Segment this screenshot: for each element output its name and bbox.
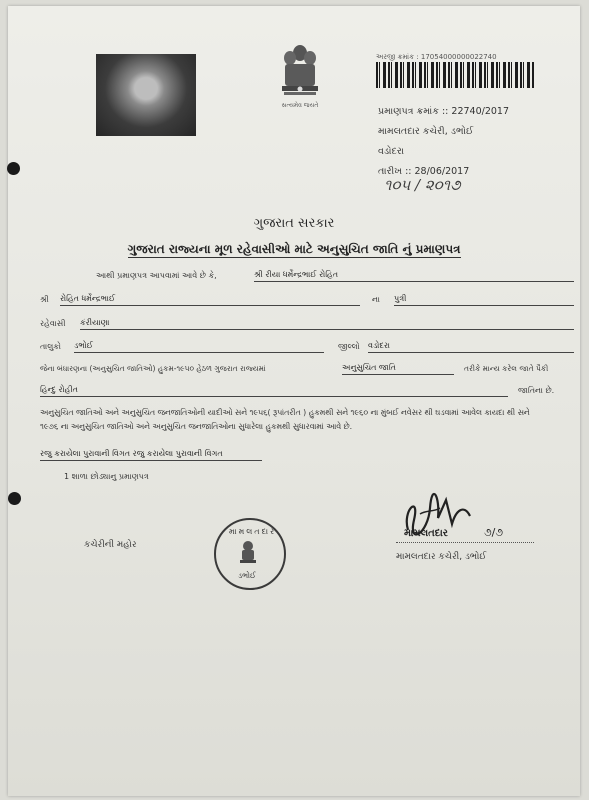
caste: હિન્દુ રોહીત [40,385,508,397]
caste-suffix: જાતિના છે. [518,386,555,395]
emblem-motto: સત્યમેવ જયતે [281,102,319,109]
certificate-number: પ્રમાણપત્ર ક્રમાંક :: 22740/2017 [378,106,509,117]
recognized-text: તરીકે માન્ય કરેલ જાતે પૈકી [464,364,549,373]
state-heading: ગુજરાત સરકાર [253,216,335,231]
shri-label: શ્રી [40,295,49,304]
taluka-label: તાલુકો [40,342,61,351]
seal-emblem-icon [238,540,258,566]
taluka: ડભોઈ [74,341,324,353]
signature-line [396,542,534,543]
district: વડોદરા [368,341,574,353]
issuing-district: વડોદરા [378,146,405,157]
signatory-office: મામલતદાર કચેરી, ડભોઈ [396,552,487,562]
handwritten-reference: ૧૦૫ / ૨૦૧૭ [384,176,461,194]
holder-name: શ્રી રીયા ધર્મેન્દ્રભાઈ રોહિત [254,270,574,282]
application-number: અરજી ક્રમાંક : 17054000000022740 [376,53,497,61]
district-label: જીલ્લો [338,342,360,351]
punch-hole-top [7,162,20,175]
category: અનુસુચિત જાતિ [342,363,454,375]
certificate-page [8,6,580,796]
enclosure-item: 1 શાળા છોડ્યાનુ પ્રમાણપત્ર [64,472,149,481]
relation: પુત્રી [394,294,574,306]
legal-paragraph: અનુસુચિત જાતિઓ અને અનુસુચિત જનજાતિઓની યાદીઓ સને ૧૯૫૬( રૂપાંતરીત ) હુકમથી સને ૧૯૬૦ ના મુંબઈ નવેસર થી ઘડવામાં આવેલ કાયદા થી સને ૧૯૭૬ ના અનુસુચિત જાતિઓ અને અનુસુચિત જનજાતિઓના સુધારેલા હુકમથી સુધારવામાં આવે છે. [40,408,530,431]
issued-to-label: આથી પ્રમાણપત્ર આપવામાં આવે છે કે, [96,271,217,280]
seal-text-bottom: ડભોઈ [238,571,256,580]
resident-label: રહેવાસી [40,319,66,328]
national-emblem-icon [276,42,324,108]
certificate-title-text: ગુજરાત રાજ્યના મૂળ રહેવાસીઓ માટે અનુસુચિત જાતિ નું પ્રમાણપત્ર [127,242,461,256]
signature-date: ૭/૭ [484,526,503,539]
applicant-photo [96,54,196,136]
signature-title: મામલતદાર [404,528,448,539]
punch-hole-bottom [8,492,21,505]
constitution-text: જેના બંધારણના (અનુસુચિત જાતિઓ) હુકમ-૧૯૫૦ હેઠળ ગુજરાત રાજ્યમાં [40,364,266,373]
office-seal-label: કચેરીની મહોર [84,540,137,550]
seal-text-top: મામલતદાર [229,527,277,536]
village: કંરીયાણા [80,318,574,330]
barcode [376,62,534,88]
issuing-office: મામલતદાર કચેરી, ડભોઈ [378,126,474,137]
issue-date: તારીખ :: 28/06/2017 [378,166,470,177]
na-label: ના [372,295,380,304]
proof-details: રજુ કરાયેલા પુરાવાની વિગત રજુ કરાયેલા પુરાવાની વિગત [40,449,262,461]
certificate-title [8,242,580,257]
father-name: રોહિત ધર્મેન્દ્રભાઈ [60,294,360,306]
